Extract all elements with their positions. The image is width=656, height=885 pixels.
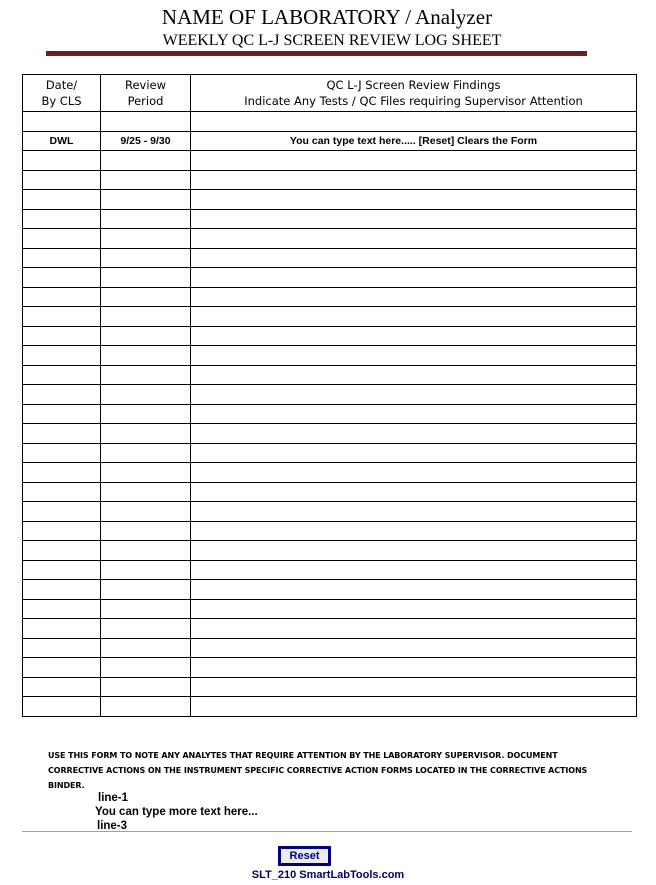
table-row [23, 677, 637, 697]
cell-findings[interactable] [191, 229, 637, 249]
table-row [23, 619, 637, 639]
cell-findings[interactable] [191, 385, 637, 405]
cell-date-by-cls[interactable] [23, 112, 101, 132]
table-row [23, 541, 637, 561]
sheet-subtitle-text: WEEKLY QC L-J SCREEN REVIEW LOG SHEET [162, 32, 502, 49]
cell-findings[interactable] [191, 365, 637, 385]
cell-date-by-cls[interactable] [23, 229, 101, 249]
cell-findings[interactable]: You can type text here..... [Reset] Clears the Form [191, 131, 637, 151]
table-row [23, 170, 637, 190]
cell-findings[interactable] [191, 443, 637, 463]
table-row [23, 365, 637, 385]
cell-review-period[interactable] [101, 268, 191, 288]
cell-findings[interactable] [191, 541, 637, 561]
cell-date-by-cls[interactable] [23, 443, 101, 463]
cell-review-period[interactable] [101, 404, 191, 424]
table-row [23, 424, 637, 444]
cell-findings[interactable] [191, 404, 637, 424]
footer-text: SLT_210 SmartLabTools.com [251, 869, 405, 881]
cell-review-period[interactable] [101, 541, 191, 561]
reset-button[interactable]: Reset [278, 846, 331, 866]
cell-findings[interactable] [191, 248, 637, 268]
cell-findings[interactable] [191, 658, 637, 678]
cell-findings[interactable] [191, 521, 637, 541]
cell-findings[interactable] [191, 287, 637, 307]
table-row [23, 287, 637, 307]
cell-review-period[interactable] [101, 229, 191, 249]
cell-date-by-cls[interactable] [23, 346, 101, 366]
cell-date-by-cls[interactable] [23, 541, 101, 561]
cell-date-by-cls[interactable] [23, 521, 101, 541]
cell-findings[interactable] [191, 599, 637, 619]
table-row [23, 443, 637, 463]
column-header-findings: QC L-J Screen Review Findings Indicate Any Tests / QC Files requiring Supervisor Attention [191, 75, 637, 112]
lab-title [0, 5, 656, 29]
cell-findings[interactable] [191, 463, 637, 483]
cell-review-period[interactable] [101, 209, 191, 229]
cell-review-period[interactable] [101, 170, 191, 190]
cell-findings[interactable] [191, 268, 637, 288]
cell-review-period[interactable] [101, 112, 191, 132]
cell-review-period[interactable] [101, 560, 191, 580]
cell-findings[interactable] [191, 619, 637, 639]
table-row [23, 112, 637, 132]
cell-findings[interactable] [191, 677, 637, 697]
table-row [23, 385, 637, 405]
cell-review-period[interactable] [101, 365, 191, 385]
cell-date-by-cls[interactable] [23, 268, 101, 288]
cell-review-period[interactable] [101, 580, 191, 600]
cell-review-period[interactable] [101, 443, 191, 463]
cell-findings[interactable] [191, 580, 637, 600]
cell-date-by-cls[interactable] [23, 307, 101, 327]
sheet-subtitle [0, 31, 656, 50]
table-row [23, 482, 637, 502]
cell-review-period[interactable] [101, 151, 191, 171]
table-row [23, 404, 637, 424]
note-line-3[interactable]: line-3 [97, 820, 128, 832]
table-row [23, 463, 637, 483]
cell-review-period[interactable] [101, 385, 191, 405]
cell-findings[interactable] [191, 482, 637, 502]
table-row [23, 248, 637, 268]
cell-review-period[interactable] [101, 463, 191, 483]
table-row [23, 502, 637, 522]
title-divider-bar [46, 51, 587, 56]
cell-findings[interactable] [191, 209, 637, 229]
cell-review-period[interactable] [101, 326, 191, 346]
table-row [23, 229, 637, 249]
table-row [23, 190, 637, 210]
cell-date-by-cls[interactable] [23, 326, 101, 346]
cell-review-period[interactable] [101, 521, 191, 541]
table-header-row [23, 75, 637, 112]
note-line-1[interactable]: line-1 [98, 792, 129, 804]
cell-review-period[interactable] [101, 482, 191, 502]
cell-review-period[interactable] [101, 190, 191, 210]
cell-date-by-cls[interactable] [23, 463, 101, 483]
cell-findings[interactable] [191, 112, 637, 132]
cell-findings[interactable] [191, 346, 637, 366]
table-row [23, 697, 637, 717]
cell-findings[interactable] [191, 560, 637, 580]
cell-review-period[interactable] [101, 307, 191, 327]
table-row [23, 268, 637, 288]
table-row [23, 209, 637, 229]
cell-findings[interactable] [191, 307, 637, 327]
cell-findings[interactable] [191, 502, 637, 522]
cell-date-by-cls[interactable] [23, 677, 101, 697]
cell-review-period[interactable] [101, 658, 191, 678]
column-header-date: Date/ By CLS [23, 75, 101, 112]
cell-review-period[interactable] [101, 599, 191, 619]
cell-date-by-cls[interactable] [23, 151, 101, 171]
cell-findings[interactable] [191, 326, 637, 346]
cell-date-by-cls[interactable] [23, 502, 101, 522]
cell-date-by-cls[interactable] [23, 424, 101, 444]
cell-date-by-cls[interactable] [23, 599, 101, 619]
cell-findings[interactable] [191, 190, 637, 210]
table-body [23, 112, 637, 717]
cell-review-period[interactable]: 9/25 - 9/30 [101, 131, 191, 151]
table-row [23, 599, 637, 619]
cell-review-period[interactable] [101, 638, 191, 658]
cell-date-by-cls[interactable] [23, 580, 101, 600]
cell-review-period[interactable] [101, 502, 191, 522]
table-row [23, 560, 637, 580]
cell-date-by-cls[interactable] [23, 385, 101, 405]
cell-review-period[interactable] [101, 346, 191, 366]
cell-findings[interactable] [191, 151, 637, 171]
table-row [23, 580, 637, 600]
cell-findings[interactable] [191, 424, 637, 444]
instructions-text: USE THIS FORM TO NOTE ANY ANALYTES THAT REQUIRE ATTENTION BY THE LABORATORY SUPERVISOR. DOCUMENT CORRECTIVE ACTIONS ON THE INSTRUMENT SPECIFIC CORRECTIVE ACTION FORMS LOCATED IN THE CORRECTIVE ACTIONS BINDER. [48, 751, 588, 790]
lab-title-text: NAME OF LABORATORY / Analyzer [161, 5, 493, 29]
cell-date-by-cls[interactable] [23, 170, 101, 190]
cell-review-period[interactable] [101, 619, 191, 639]
cell-date-by-cls[interactable] [23, 482, 101, 502]
cell-date-by-cls[interactable] [23, 658, 101, 678]
table-row [23, 131, 637, 151]
table-row [23, 346, 637, 366]
footer-divider [22, 831, 632, 832]
cell-date-by-cls[interactable] [23, 697, 101, 717]
table-row [23, 521, 637, 541]
cell-review-period[interactable] [101, 287, 191, 307]
cell-date-by-cls[interactable] [23, 619, 101, 639]
cell-date-by-cls[interactable] [23, 287, 101, 307]
table-row [23, 326, 637, 346]
note-line-2[interactable]: You can type more text here... [95, 806, 258, 818]
cell-findings[interactable] [191, 638, 637, 658]
cell-date-by-cls[interactable]: DWL [23, 131, 101, 151]
cell-date-by-cls[interactable] [23, 365, 101, 385]
column-header-review-period: Review Period [101, 75, 191, 112]
cell-date-by-cls[interactable] [23, 560, 101, 580]
cell-date-by-cls[interactable] [23, 638, 101, 658]
cell-review-period[interactable] [101, 424, 191, 444]
cell-date-by-cls[interactable] [23, 209, 101, 229]
table-row [23, 151, 637, 171]
cell-review-period[interactable] [101, 248, 191, 268]
cell-date-by-cls[interactable] [23, 404, 101, 424]
cell-review-period[interactable] [101, 677, 191, 697]
cell-date-by-cls[interactable] [23, 248, 101, 268]
review-log-table [22, 74, 637, 717]
cell-findings[interactable] [191, 697, 637, 717]
cell-review-period[interactable] [101, 697, 191, 717]
table-row [23, 638, 637, 658]
table-row [23, 658, 637, 678]
cell-findings[interactable] [191, 170, 637, 190]
table-row [23, 307, 637, 327]
cell-date-by-cls[interactable] [23, 190, 101, 210]
